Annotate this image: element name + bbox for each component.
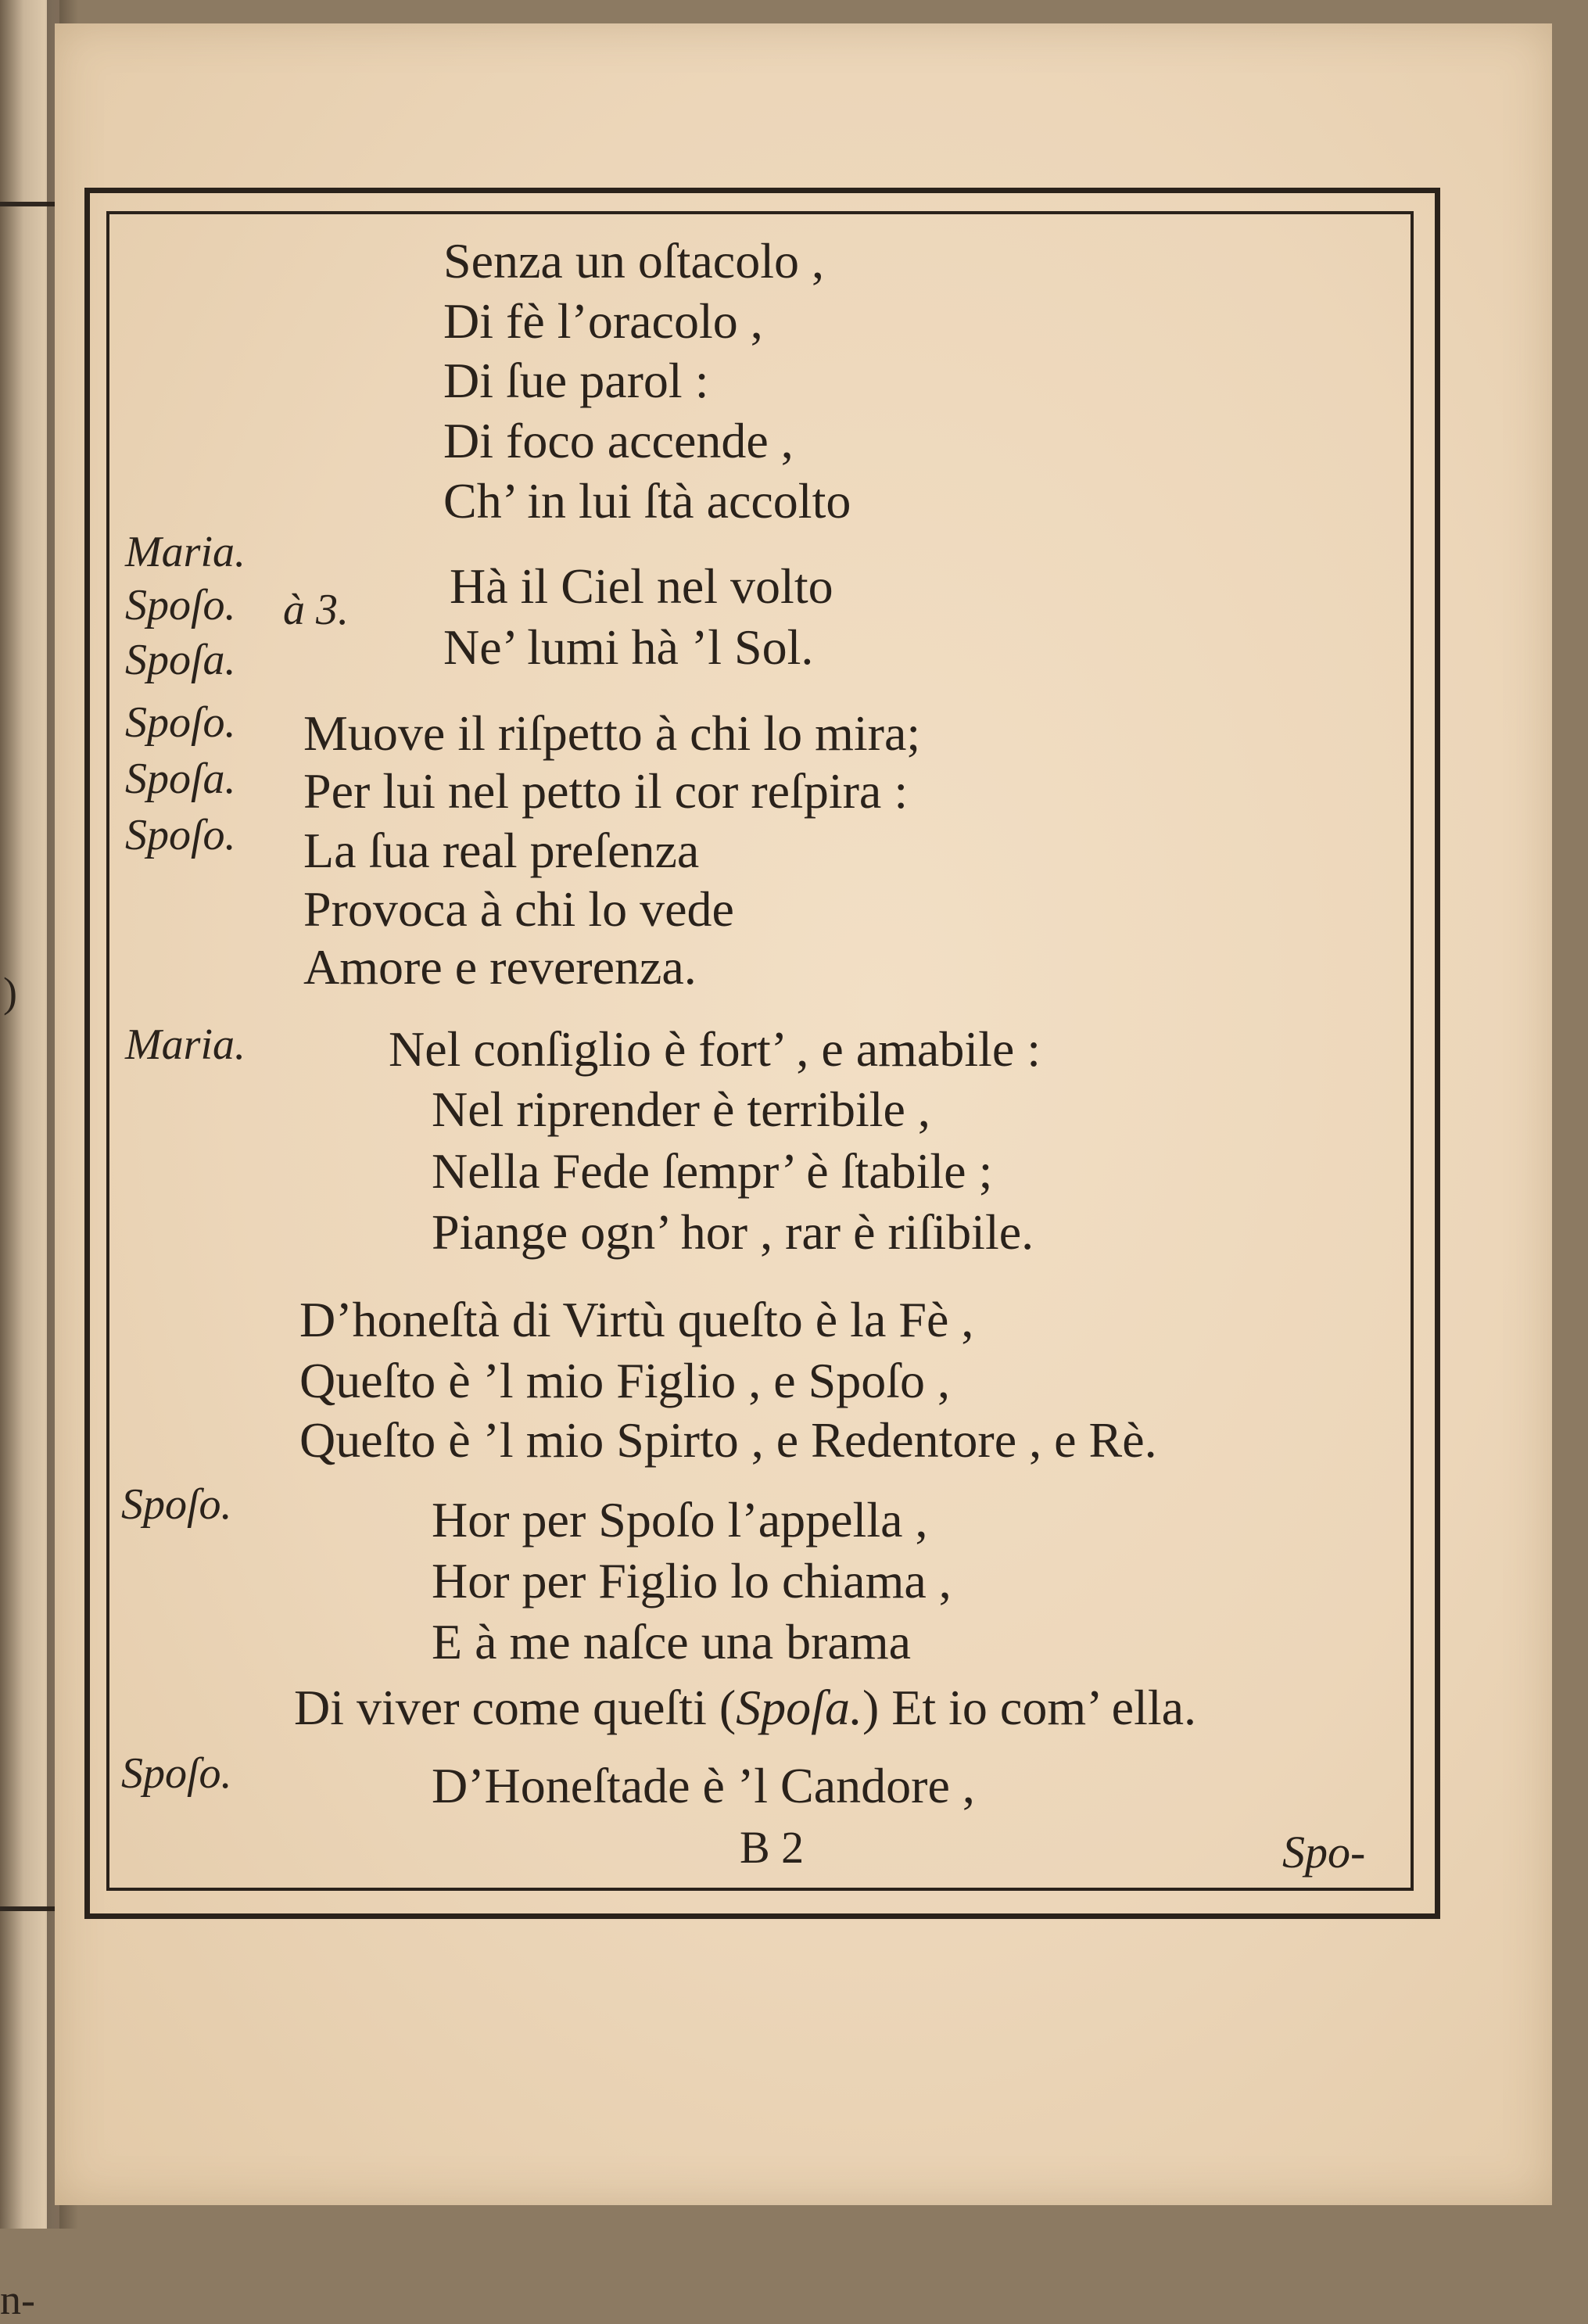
speaker-label: Spoſa. — [125, 636, 236, 684]
verse-line: Di foco accende , — [443, 413, 794, 468]
catchword: Spo- — [1282, 1827, 1366, 1877]
left-page-fragment: n- — [0, 2276, 35, 2323]
verse-line: Di fè l’oracolo , — [443, 293, 763, 349]
verse-text: ) Et io com’ ella. — [862, 1680, 1197, 1735]
verse-line: Senza un oſtacolo , — [443, 233, 824, 289]
verse-line: Hà il Ciel nel volto — [450, 558, 833, 614]
verse-line: Amore e reverenza. — [303, 939, 697, 995]
speaker-label: Maria. — [125, 528, 246, 576]
verse-line: Provoca à chi lo vede — [303, 881, 734, 937]
speaker-label: Spoſo. — [125, 811, 236, 859]
left-page-fragment: ) — [3, 969, 17, 1016]
verse-line — [294, 1680, 1197, 1735]
verse-line: Hor per Spoſo l’appella , — [432, 1492, 928, 1548]
verse-line: Hor per Figlio lo chiama , — [432, 1553, 952, 1609]
verse-line: Di ſue parol : — [443, 353, 709, 408]
speaker-label: Spoſo. — [125, 698, 236, 747]
verse-line: Queſto è ’l mio Figlio , e Spoſo , — [299, 1353, 950, 1408]
verse-line: Nella Fede ſempr’ è ſtabile ; — [432, 1143, 993, 1199]
speaker-label: Spoſa. — [125, 755, 236, 803]
speaker-label: Spoſo. — [121, 1480, 232, 1529]
verse-line: Nel riprender è terribile , — [432, 1081, 930, 1137]
verse-line: D’Honeſtade è ’l Candore , — [432, 1758, 975, 1813]
speaker-label: Spoſo. — [125, 581, 236, 629]
verse-line: Ne’ lumi hà ’l Sol. — [443, 619, 814, 675]
speaker-label: Maria. — [125, 1020, 246, 1069]
verse-line: Muove il riſpetto à chi lo mira; — [303, 705, 921, 761]
verse-line: Per lui nel petto il cor reſpira : — [303, 763, 909, 819]
verse-text: Di viver come queſti ( — [294, 1680, 737, 1735]
signature-mark: B 2 — [740, 1822, 805, 1873]
speaker-label: Spoſo. — [121, 1749, 232, 1798]
verse-line: Ch’ in lui ſtà accolto — [443, 473, 851, 529]
verse-line: Nel conſiglio è fort’ , e amabile : — [389, 1021, 1041, 1077]
verse-line: E à me naſce una brama — [432, 1614, 911, 1669]
verse-line: Queſto è ’l mio Spirto , e Redentore , e Rè. — [299, 1412, 1157, 1468]
verse-line: Piange ogn’ hor , rar è riſibile. — [432, 1204, 1034, 1260]
speaker-cue: Spoſa. — [736, 1680, 862, 1735]
verse-line: D’honeſtà di Virtù queſto è la Fè , — [299, 1292, 974, 1347]
ensemble-marker: à 3. — [283, 586, 349, 634]
verse-line: La ſua real preſenza — [303, 823, 700, 878]
